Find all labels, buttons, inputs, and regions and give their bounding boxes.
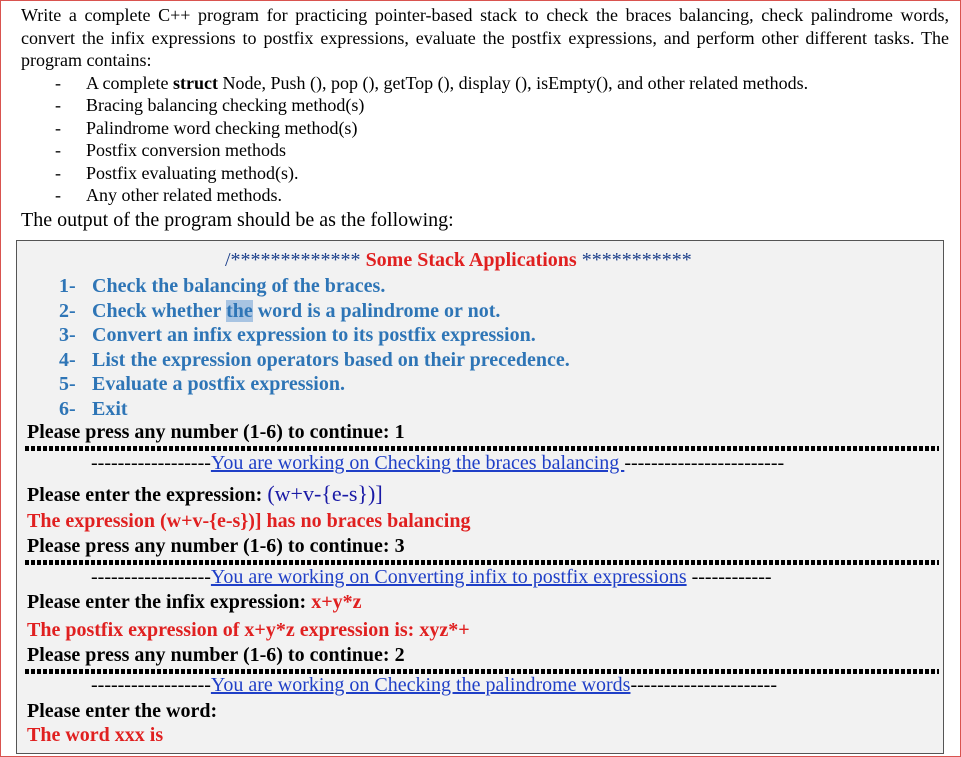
program-output-box (16, 240, 944, 754)
menu-list (59, 274, 570, 421)
menu-item: 6- Exit (59, 397, 128, 420)
menu-item: 5- Evaluate a postfix expression. (59, 373, 345, 395)
task-item: - Palindrome word checking method(s) (55, 117, 358, 138)
continue-prompt: Please press any number (1-6) to continue: 1 (27, 421, 405, 443)
section-header: ------------------You are working on Checking the braces balancing ------------------------ (91, 452, 785, 474)
intro-paragraph: Write a complete C++ program for practicing pointer-based stack to check the braces balancing, check palindrome words, convert the infix expressions to postfix expressions, evaluate the postfix expressions, and perform other different tasks. The program contains: (21, 5, 949, 70)
assignment-text (21, 4, 949, 233)
expression-prompt: Please enter the expression: (w+v-{e-s})] (27, 481, 383, 506)
menu-item: 4- List the expression operators based on their precedence. (59, 348, 570, 371)
expression-input-value: (w+v-{e-s})] (267, 481, 383, 506)
section-header: ------------------You are working on Converting infix to postfix expressions ------------ (91, 566, 772, 588)
dotted-separator (25, 446, 939, 451)
postfix-result: The postfix expression of x+y*z expression is: xyz*+ (27, 619, 470, 641)
dotted-separator (25, 560, 939, 565)
task-item: - A complete struct Node, Push (), pop (), getTop (), display (), isEmpty(), and other related methods. (55, 72, 809, 93)
menu-item: 3- Convert an infix expression to its postfix expression. (59, 324, 536, 346)
text-selection-highlight: the (226, 299, 253, 322)
task-list (21, 72, 949, 207)
infix-prompt: Please enter the infix expression: x+y*z (27, 591, 362, 613)
task-item: - Bracing balancing checking method(s) (55, 95, 365, 115)
word-prompt: Please enter the word: (27, 700, 218, 722)
menu-banner: /************* Some Stack Applications *********** (225, 249, 692, 271)
task-item: - Postfix evaluating method(s). (55, 162, 299, 183)
palindrome-result: The word xxx is (27, 724, 164, 746)
section-header: ------------------You are working on Checking the palindrome words---------------------- (91, 674, 777, 696)
output-heading: The output of the program should be as the following: (21, 208, 454, 231)
menu-item: 1- Check the balancing of the braces. (59, 275, 386, 297)
task-item: - Postfix conversion methods (55, 140, 286, 160)
task-item: - Any other related methods. (55, 185, 282, 205)
continue-prompt: Please press any number (1-6) to continue: 2 (27, 644, 405, 666)
infix-input-value: x+y*z (311, 591, 362, 613)
continue-prompt: Please press any number (1-6) to continue: 3 (27, 535, 405, 557)
braces-result: The expression (w+v-{e-s})] has no braces balancing (27, 510, 471, 532)
menu-item: 2- Check whether the word is a palindrome or not. (59, 299, 501, 322)
